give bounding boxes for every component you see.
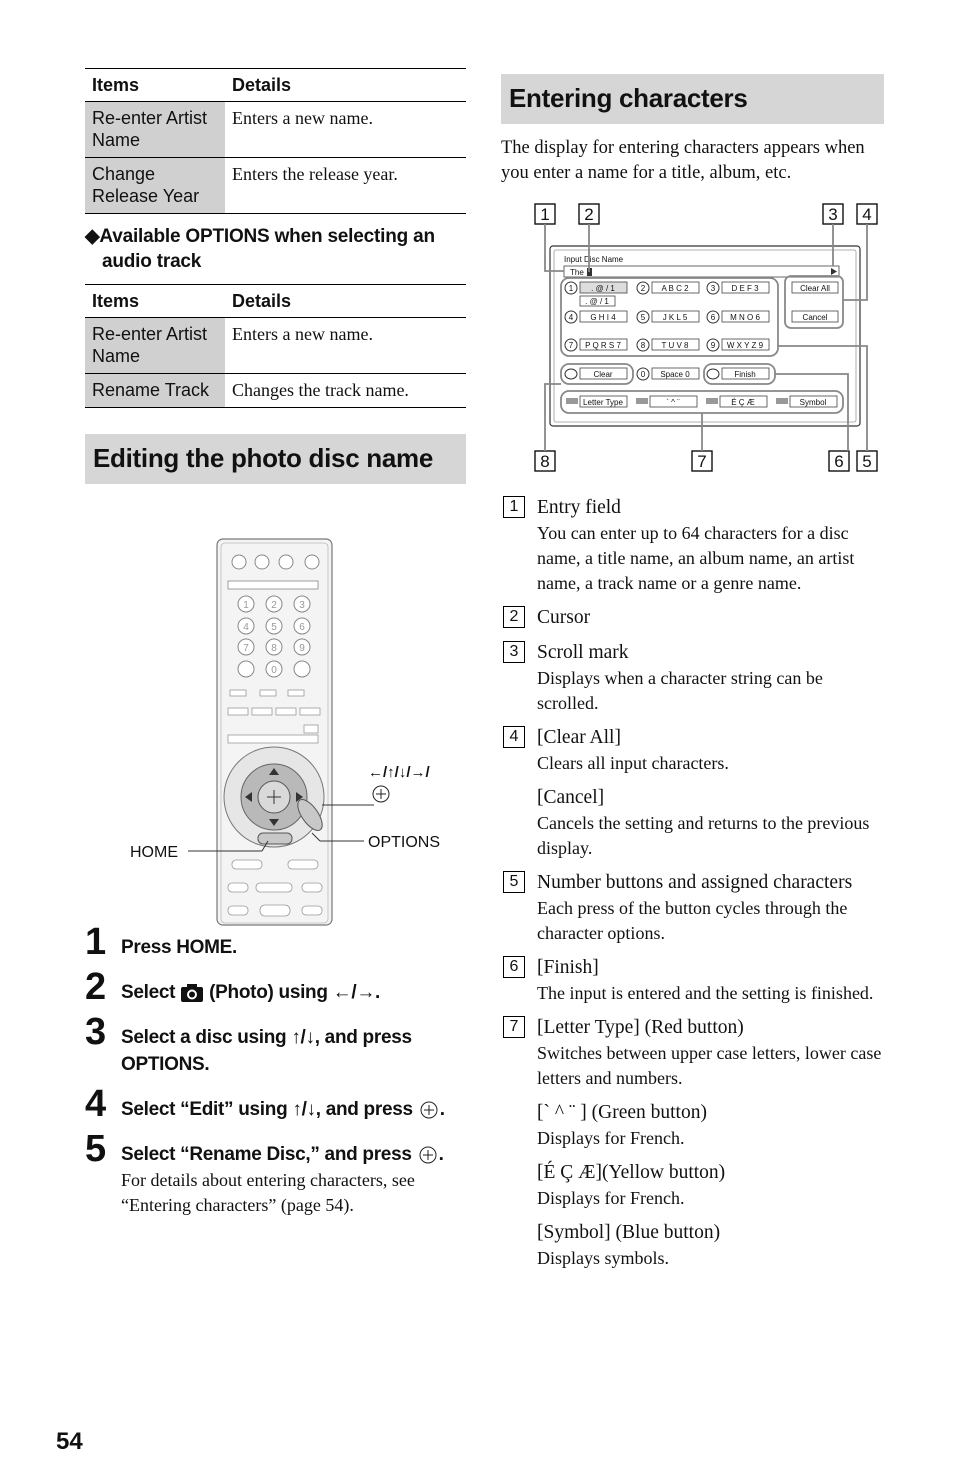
svg-text:4: 4	[568, 313, 574, 322]
callout-7: 7	[697, 452, 707, 471]
header-details: Details	[225, 69, 466, 102]
field-label: Input Disc Name	[564, 255, 624, 264]
key-9[interactable]	[707, 339, 769, 351]
svg-text:9: 9	[299, 643, 305, 654]
svg-text:6: 6	[299, 622, 305, 633]
legend-title: Cursor	[537, 607, 591, 628]
svg-text:7: 7	[568, 341, 574, 350]
callout-4: 4	[862, 205, 872, 224]
legend-item-7	[501, 1014, 884, 1271]
callout-6: 6	[834, 452, 844, 471]
legend-desc-green: Displays for French.	[537, 1128, 685, 1148]
item-cell: Rename Track	[85, 374, 225, 408]
legend-title-blue: [Symbol] (Blue button)	[537, 1222, 721, 1243]
callout-1: 1	[540, 205, 550, 224]
callout-8: 8	[540, 452, 550, 471]
svg-text:W X Y Z 9: W X Y Z 9	[726, 341, 764, 350]
header-items: Items	[85, 69, 225, 102]
svg-text:8: 8	[640, 341, 646, 350]
cancel-button[interactable]	[792, 311, 838, 322]
callout-2: 2	[584, 205, 594, 224]
enter-button-icon	[418, 1100, 440, 1120]
svg-text:Space 0: Space 0	[660, 370, 690, 379]
svg-text:5: 5	[640, 313, 646, 322]
svg-text:2: 2	[271, 600, 277, 611]
svg-text:É Ç Æ: É Ç Æ	[731, 398, 755, 407]
detail-cell: Enters a new name.	[225, 318, 466, 374]
svg-text:Letter Type: Letter Type	[583, 398, 623, 407]
legend-item-5	[501, 869, 884, 946]
callout-5: 5	[862, 452, 872, 471]
legend-item-2	[501, 604, 884, 631]
svg-text:2: 2	[640, 284, 646, 293]
step-3	[85, 1011, 475, 1078]
svg-text:3: 3	[299, 600, 305, 611]
section-title-entering: Entering characters	[501, 74, 884, 124]
subheading-audio-track: ◆Available OPTIONS when selecting an audio track	[85, 226, 435, 272]
svg-text:J K L 5: J K L 5	[662, 313, 688, 322]
options-table-track	[85, 284, 466, 408]
header-items: Items	[85, 285, 225, 318]
step-text-before: Select	[121, 982, 176, 1003]
key-5[interactable]	[637, 311, 699, 323]
step-text-after: (Photo) using ←/→.	[209, 982, 381, 1003]
step-text	[121, 1133, 475, 1168]
key-6[interactable]	[707, 311, 769, 323]
svg-text:` ^ ¨: ` ^ ¨	[666, 398, 680, 407]
step-text-main: Select “Edit” using ↑/↓, and press	[121, 1099, 413, 1120]
legend-item-4	[501, 724, 884, 861]
item-cell: Change Release Year	[85, 158, 225, 214]
detail-cell: Enters a new name.	[225, 102, 466, 158]
legend-desc-cancel: Cancels the setting and returns to the previous display.	[537, 813, 870, 858]
remote-label-options: OPTIONS	[368, 834, 441, 851]
options-table-disc	[85, 68, 466, 214]
svg-text:6: 6	[710, 313, 716, 322]
key-4[interactable]	[565, 311, 627, 323]
svg-text:Clear: Clear	[593, 370, 613, 379]
step-text: Select a disc using ↑/↓, and press OPTIONS.	[121, 1027, 412, 1075]
svg-text:Clear All: Clear All	[800, 284, 830, 293]
legend-desc-yellow: Displays for French.	[537, 1188, 685, 1208]
legend-desc: Each press of the button cycles through the character options.	[537, 898, 848, 943]
steps-list	[85, 921, 475, 1228]
svg-text:Cancel: Cancel	[802, 313, 828, 322]
clear-button[interactable]	[565, 368, 627, 379]
step-number: 5	[85, 1128, 107, 1170]
table-row	[85, 102, 466, 158]
svg-text:0: 0	[271, 665, 277, 676]
page-number: 54	[56, 1428, 83, 1455]
legend-title: Number buttons and assigned characters	[537, 872, 853, 893]
finish-button[interactable]	[707, 368, 769, 379]
svg-text:M N O 6: M N O 6	[730, 313, 760, 322]
enter-button-icon	[417, 1145, 439, 1165]
key-2[interactable]	[637, 282, 699, 294]
legend-number: 5	[503, 871, 525, 893]
legend-desc: The input is entered and the setting is finished.	[537, 983, 874, 1003]
step-number: 1	[85, 921, 107, 963]
legend-title: Entry field	[537, 497, 621, 518]
step-1	[85, 921, 475, 963]
character-entry-diagram	[530, 200, 884, 475]
svg-text:8: 8	[271, 643, 277, 654]
legend-title-green: [` ^ ¨ ] (Green button)	[537, 1102, 707, 1123]
item-cell: Re-enter Artist Name	[85, 318, 225, 374]
svg-text:. @ / 1: . @ / 1	[585, 297, 609, 306]
legend-number: 4	[503, 726, 525, 748]
space-button[interactable]	[637, 368, 699, 380]
clear-all-button[interactable]	[792, 282, 838, 293]
intro-text: The display for entering characters appears when you enter a name for a title, album, etc.	[501, 138, 865, 183]
legend-number: 6	[503, 956, 525, 978]
callout-3: 3	[828, 205, 838, 224]
svg-text:T U V 8: T U V 8	[661, 341, 689, 350]
step-5	[85, 1128, 475, 1218]
svg-text:. @ / 1: . @ / 1	[591, 284, 615, 293]
svg-text:G H I 4: G H I 4	[590, 313, 616, 322]
table-header-row	[85, 69, 466, 102]
enter-button-icon	[373, 786, 389, 802]
step-text	[121, 971, 475, 1006]
svg-text:1: 1	[243, 600, 249, 611]
legend-title-cancel: [Cancel]	[537, 787, 605, 808]
table-row	[85, 374, 466, 408]
step-text-main: Select “Rename Disc,” and press	[121, 1144, 412, 1165]
step-4	[85, 1083, 475, 1125]
step-number: 2	[85, 966, 107, 1008]
legend-number: 3	[503, 641, 525, 663]
svg-text:D E F 3: D E F 3	[731, 284, 759, 293]
step-text	[121, 1088, 475, 1123]
right-column	[501, 74, 884, 186]
key-8[interactable]	[637, 339, 699, 351]
legend-number: 2	[503, 606, 525, 628]
legend-desc: Switches between upper case letters, lower case letters and numbers.	[537, 1043, 882, 1088]
entry-value: The	[570, 268, 584, 277]
legend-desc-blue: Displays symbols.	[537, 1248, 670, 1268]
svg-text:Finish: Finish	[734, 370, 756, 379]
legend-number: 7	[503, 1016, 525, 1038]
legend-item-6	[501, 954, 884, 1006]
legend-title: [Clear All]	[537, 727, 621, 748]
remote-control-illustration	[120, 535, 470, 927]
key-7[interactable]	[565, 339, 627, 351]
svg-text:A B C 2: A B C 2	[661, 284, 689, 293]
remote-label-arrows: ←/↑/↓/→/	[368, 764, 430, 781]
svg-text:7: 7	[243, 643, 249, 654]
legend-title: Scroll mark	[537, 642, 629, 663]
table-row	[85, 158, 466, 214]
step-2	[85, 966, 475, 1008]
svg-text:3: 3	[710, 284, 716, 293]
legend-title: [Letter Type] (Red button)	[537, 1017, 744, 1038]
number-key-grid	[565, 282, 769, 351]
legend-item-3	[501, 639, 884, 716]
legend-number: 1	[503, 496, 525, 518]
step-number: 4	[85, 1083, 107, 1125]
svg-text:9: 9	[710, 341, 716, 350]
svg-text:Symbol: Symbol	[799, 398, 827, 407]
camera-icon	[180, 983, 204, 1003]
legend-desc: You can enter up to 64 characters for a disc name, a title name, an album name, an artist name, a track name or a genre name.	[537, 523, 855, 593]
legend-item-1	[501, 494, 884, 596]
section-title-photo: Editing the photo disc name	[85, 434, 466, 484]
key-3[interactable]	[707, 282, 769, 294]
svg-text:4: 4	[243, 622, 249, 633]
legend-list	[501, 494, 884, 1279]
svg-text:1: 1	[568, 284, 574, 293]
svg-text:5: 5	[271, 622, 277, 633]
left-column	[85, 68, 466, 484]
step-note: For details about entering characters, see “Entering characters” (page 54).	[121, 1170, 415, 1215]
step-text-end: .	[439, 1099, 445, 1120]
step-text: Press HOME.	[121, 937, 238, 958]
detail-cell: Changes the track name.	[225, 374, 466, 408]
svg-text:P Q R S 7: P Q R S 7	[585, 341, 621, 350]
svg-text:0: 0	[640, 370, 646, 379]
item-cell: Re-enter Artist Name	[85, 102, 225, 158]
remote-label-home: HOME	[130, 844, 178, 861]
legend-desc: Displays when a character string can be scrolled.	[537, 668, 823, 713]
legend-title-yellow: [É Ç Æ](Yellow button)	[537, 1162, 726, 1183]
table-row	[85, 318, 466, 374]
detail-cell: Enters the release year.	[225, 158, 466, 214]
header-details: Details	[225, 285, 466, 318]
table-header-row	[85, 285, 466, 318]
legend-title: [Finish]	[537, 957, 599, 978]
step-number: 3	[85, 1011, 107, 1053]
legend-desc: Clears all input characters.	[537, 753, 729, 773]
step-text-end: .	[438, 1144, 444, 1165]
